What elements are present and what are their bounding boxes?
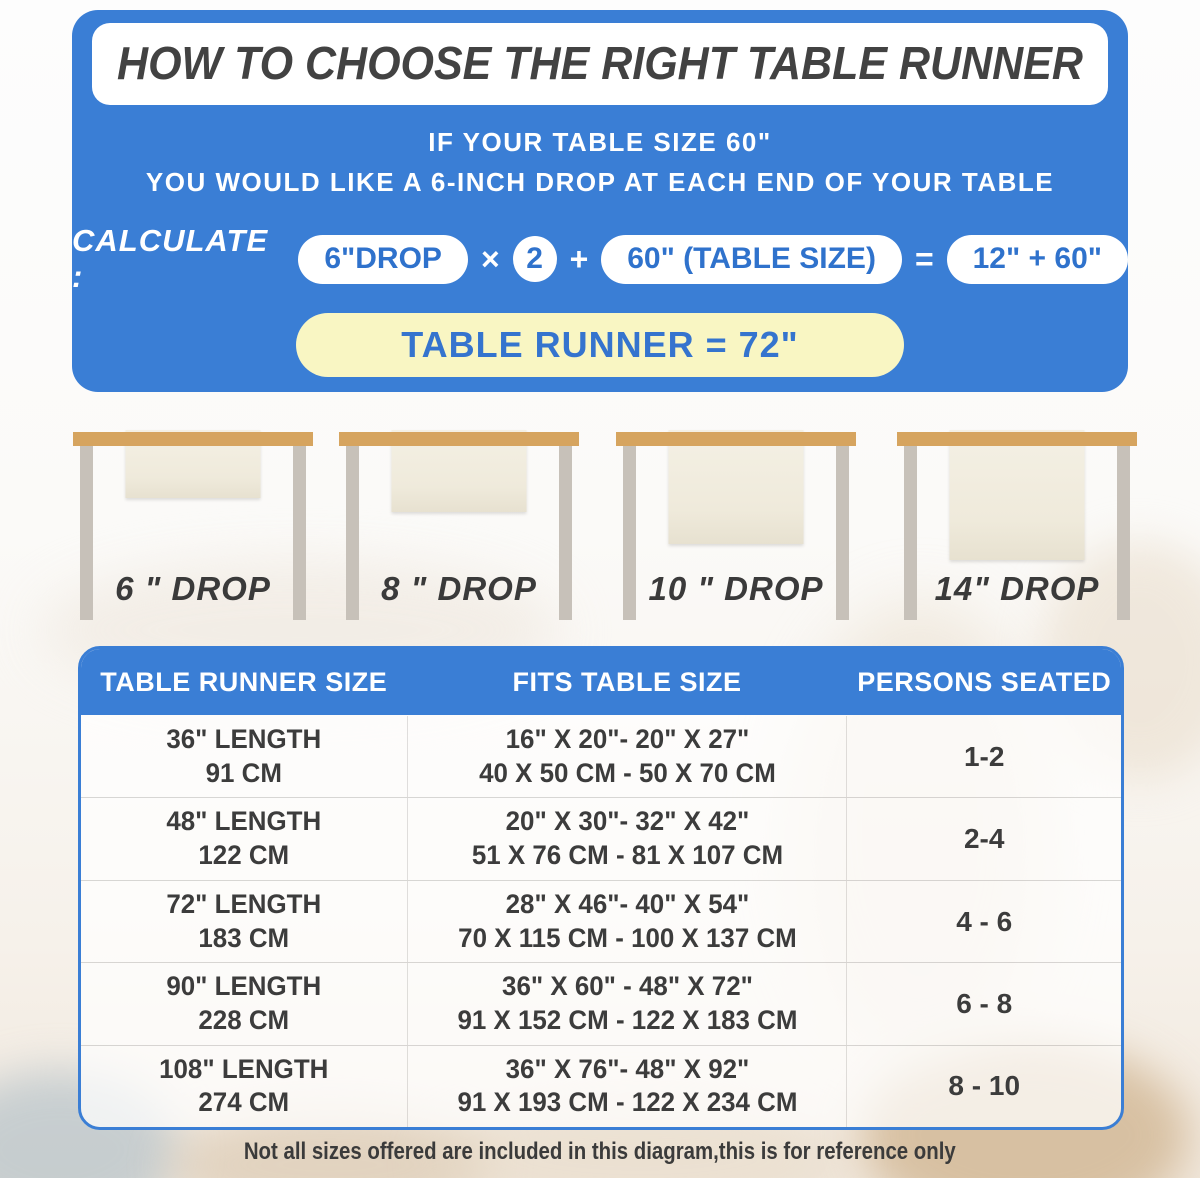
runner-size-cell [81,970,407,1038]
persons-value: 6 - 8 [956,987,1013,1019]
column-header-persons: PERSONS SEATED [857,666,1112,697]
persons-value: 1-2 [963,740,1005,772]
runner-cm: 91 CM [205,757,282,788]
runner-inches: 72" LENGTH [166,888,322,919]
fits-cm: 70 X 115 CM - 100 X 137 CM [457,922,797,953]
fits-inches: 36" X 76"- 48" X 92" [505,1053,749,1084]
subtitle-line-1: IF YOUR TABLE SIZE 60" [428,127,772,157]
fits-inches: 36" X 60" - 48" X 72" [501,971,753,1002]
runner-inches: 36" LENGTH [166,723,322,754]
fits-inches: 16" X 20"- 20" X 27" [505,723,749,754]
runner-inches: 48" LENGTH [166,806,322,837]
runner-cm: 228 CM [198,1004,290,1035]
multiply-sign: × [480,240,500,277]
persons-value: 2-4 [963,823,1005,855]
runner-swatch [669,430,804,544]
size-chart-body [81,715,1121,1127]
result-pill: TABLE RUNNER = 72" [296,313,904,377]
persons-cell [847,741,1121,773]
persons-value: 8 - 10 [948,1070,1021,1102]
fits-size-cell [407,716,848,797]
size-chart-header [81,649,1121,715]
drop-figure-10 [616,430,856,622]
persons-cell [847,906,1121,938]
page-title: HOW TO CHOOSE THE RIGHT TABLE RUNNER [117,37,1083,90]
persons-cell [847,1070,1121,1102]
footer-note-text: Not all sizes offered are included in this diagram,this is for reference only [244,1138,956,1165]
calculation-row [72,223,1128,295]
fits-cm: 40 X 50 CM - 50 X 70 CM [478,757,776,788]
runner-swatch [950,430,1085,560]
runner-cm: 183 CM [198,922,290,953]
fits-size-cell [407,881,848,962]
fits-cm: 91 X 152 CM - 122 X 183 CM [456,1004,797,1035]
runner-size-cell [81,1053,407,1121]
persons-cell [847,988,1121,1020]
fits-inches: 20" X 30"- 32" X 42" [505,806,749,837]
runner-size-cell [81,805,407,873]
fits-size-cell [407,963,848,1044]
calculate-label: CALCULATE : [72,223,269,294]
fits-size-cell [407,1046,848,1127]
runner-size-cell [81,723,407,791]
drop-figure-8 [339,430,579,622]
fits-size-cell [407,798,848,879]
drop-label: 8 " DROP [381,570,537,607]
persons-cell [847,823,1121,855]
tabletop [73,432,313,446]
fits-cm: 91 X 193 CM - 122 X 234 CM [456,1087,797,1118]
table-row [81,1045,1121,1127]
column-header-runner-size: TABLE RUNNER SIZE [100,666,388,697]
multiplier-circle: 2 [513,236,557,282]
tabletop [897,432,1137,446]
footer-note [0,1138,1200,1166]
persons-value: 4 - 6 [956,905,1013,937]
sum-pill: 12" + 60" [947,235,1128,284]
drop-label: 14" DROP [934,570,1100,607]
table-row [81,797,1121,879]
table-size-pill: 60" (TABLE SIZE) [601,235,902,284]
drop-figure-6 [73,430,313,622]
runner-inches: 108" LENGTH [159,1053,329,1084]
title-banner [92,23,1108,105]
drop-figure-14 [897,430,1137,622]
column-header-fits-table: FITS TABLE SIZE [512,666,742,697]
fits-inches: 28" X 46"- 40" X 54" [505,888,749,919]
table-row [81,715,1121,797]
hero-panel [72,10,1128,392]
drop-label: 10 " DROP [648,570,824,607]
tabletop [339,432,579,446]
fits-cm: 51 X 76 CM - 81 X 107 CM [471,840,783,871]
table-row [81,962,1121,1044]
drop-pill: 6"DROP [298,235,468,284]
runner-inches: 90" LENGTH [166,971,322,1002]
drop-label: 6 " DROP [115,570,271,607]
runner-cm: 122 CM [198,840,290,871]
size-chart-table [78,646,1124,1130]
table-row [81,880,1121,962]
runner-size-cell [81,888,407,956]
plus-sign: + [569,240,589,277]
runner-cm: 274 CM [198,1087,290,1118]
tabletop [616,432,856,446]
subtitle-line-2: YOU WOULD LIKE A 6-INCH DROP AT EACH END OF YOUR TABLE [145,167,1055,197]
equals-sign: = [914,240,934,277]
